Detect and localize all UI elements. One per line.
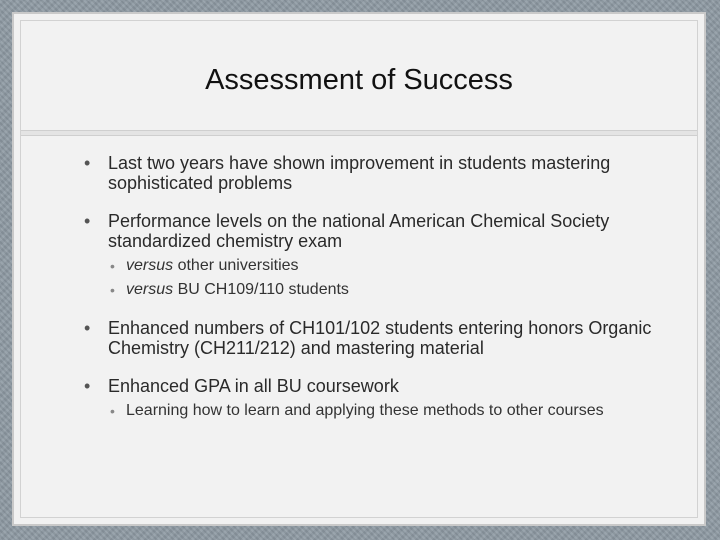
bullet-item [61,318,677,358]
bullet-item [61,153,677,193]
bullet-icon: • [84,318,91,338]
bullet-list [61,153,677,439]
bullet-icon: • [84,376,91,396]
sub-bullet-item [61,256,677,276]
bullet-icon: • [84,153,91,173]
bullet-text: Last two years have shown improvement in students mastering sophisticated problems [108,153,611,193]
sub-bullet-item [61,280,677,300]
sub-bullet-text: Learning how to learn and applying these methods to other courses [126,402,604,419]
sub-bullet-icon: • [110,258,115,274]
sub-bullet-icon: • [110,282,115,298]
bullet-item [61,211,677,300]
sub-bullet-emphasis: versus [126,257,174,274]
bullet-text: Performance levels on the national American Chemical Society standardized chemistry exam [108,211,610,251]
sub-bullet-text: other universities [173,257,299,274]
title-area [21,21,697,129]
slide-title: Assessment of Success [205,63,513,96]
sub-bullet-emphasis: versus [126,281,174,298]
bullet-text: Enhanced GPA in all BU coursework [108,376,399,396]
sub-bullet-item [61,401,677,421]
bullet-item [61,376,677,421]
sub-bullet-list [108,256,677,300]
bullet-text: Enhanced numbers of CH101/102 students entering honors Organic Chemistry (CH211/212) and mastering material [108,318,652,358]
bullet-icon: • [84,211,91,231]
sub-bullet-list [108,401,677,421]
title-divider [21,130,697,136]
sub-bullet-text: BU CH109/110 students [173,281,349,298]
slide-inner-frame [20,20,698,518]
sub-bullet-icon: • [110,403,115,419]
slide [12,12,706,526]
